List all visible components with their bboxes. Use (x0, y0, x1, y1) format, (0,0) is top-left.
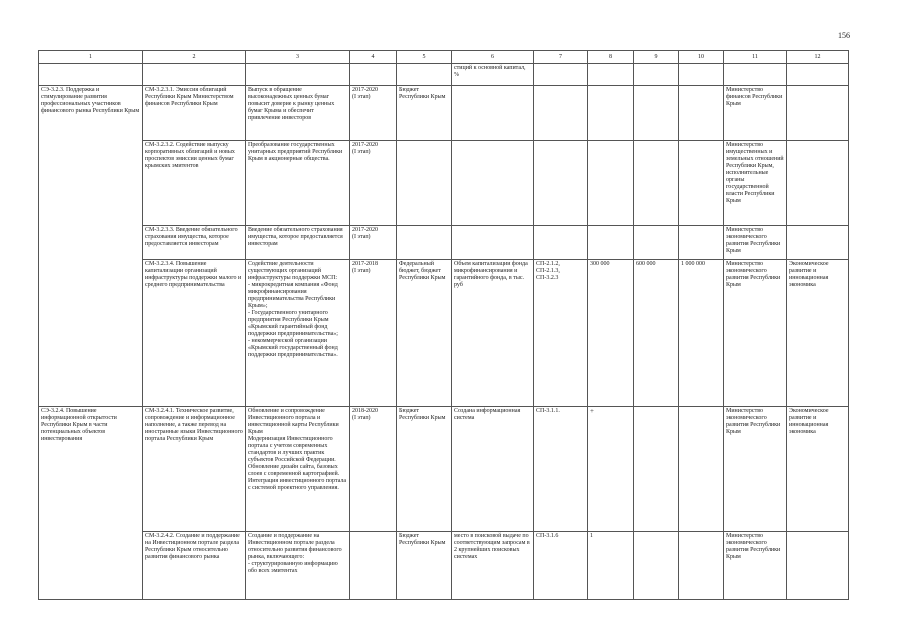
reference-cell: СП-2.1.2, СП-2.1.3, СП-3.2.3 (534, 260, 588, 407)
table-row (39, 407, 849, 532)
table-row (39, 260, 849, 407)
indicator-cell (452, 86, 534, 141)
table-cell (679, 64, 724, 86)
reference-cell (534, 226, 588, 260)
funding-cell: Бюджет Республики Крым (397, 86, 452, 141)
reference-cell (534, 141, 588, 226)
column-number: 1 (39, 51, 143, 64)
value-cell (634, 532, 679, 600)
column-number: 10 (679, 51, 724, 64)
page-number: 156 (838, 31, 850, 40)
indicator-cell: Объем капитализации фонда микрофинансирования и гарантийного фонда, в тыс. руб (452, 260, 534, 407)
responsible-cell: Министерство экономического развития Республики Крым (724, 532, 787, 600)
column-number: 3 (246, 51, 350, 64)
value-cell: 1 (588, 532, 634, 600)
indicator-cell: место в поисковой выдаче по соответствующим запросам в 2 крупнейших поисковых системах (452, 532, 534, 600)
reference-cell (534, 86, 588, 141)
measure-cell: СМ-3.2.4.2. Создание и поддержание на Инвестиционном портале раздела Республики Крым относительно развития финансового рынка (143, 532, 246, 600)
funding-cell (397, 141, 452, 226)
table-cell (588, 64, 634, 86)
description-cell: Введение обязательного страхования имущества, которое предоставляется инвесторам (246, 226, 350, 260)
program-cell (787, 226, 849, 260)
strategic-goal-cell: СЭ-3.2.3. Поддержка и стимулирование развития профессиональных участников финансового рынка Республики Крым (39, 86, 143, 407)
table-row (39, 226, 849, 260)
responsible-cell: Министерство экономического развития Республики Крым (724, 260, 787, 407)
responsible-cell: Министерство экономического развития Республики Крым (724, 226, 787, 260)
program-cell: Экономическое развитие и инновационная экономика (787, 260, 849, 407)
table-row (39, 86, 849, 141)
table-row (39, 141, 849, 226)
table-cell (634, 64, 679, 86)
description-cell: Содействие деятельности существующих организаций инфраструктуры поддержки МСП: - микрокредитная компания «Фонд микрофинансирования предпринимательства Республики Крым»; - Государственного унитарного предприятия Республики Крым «Крымский гарантийный фонд поддержки предпринимательства»; - некоммерческой организации «Крымский государственный фонд поддержки предпринимательства». (246, 260, 350, 407)
value-cell (588, 226, 634, 260)
indicator-cell: Создана информационная система (452, 407, 534, 532)
period-cell: 2017-2020 (I этап) (350, 226, 397, 260)
value-cell (588, 141, 634, 226)
responsible-cell: Министерство имущественных и земельных отношений Республики Крым, исполнительные органы государственной власти Республики Крым (724, 141, 787, 226)
reference-cell: СП-3.1.1. (534, 407, 588, 532)
value-cell (679, 86, 724, 141)
responsible-cell: Министерство экономического развития Республики Крым (724, 407, 787, 532)
measure-cell: СМ-3.2.3.1. Эмиссия облигаций Республики Крым Министерством финансов Республики Крым (143, 86, 246, 141)
description-cell: Преобразование государственных унитарных предприятий Республики Крым в акционерные общества. (246, 141, 350, 226)
program-cell (787, 86, 849, 141)
table-cell (143, 64, 246, 86)
program-cell: Экономическое развитие и инновационная экономика (787, 407, 849, 532)
reference-cell: СП-3.1.6 (534, 532, 588, 600)
column-number: 4 (350, 51, 397, 64)
responsible-cell: Министерство финансов Республики Крым (724, 86, 787, 141)
column-number: 6 (452, 51, 534, 64)
column-number: 7 (534, 51, 588, 64)
value-cell (679, 141, 724, 226)
description-cell: Выпуск в обращение высоконадежных ценных бумаг повысит доверие к рынку ценных бумаг Крыма и обеспечит привлечение инвесторов (246, 86, 350, 141)
table-cell (397, 64, 452, 86)
table-cell (787, 64, 849, 86)
value-cell (588, 86, 634, 141)
period-cell: 2018-2020 (I этап) (350, 407, 397, 532)
continuation-row (39, 64, 849, 86)
funding-cell: Федеральный бюджет, бюджет Республики Крым (397, 260, 452, 407)
column-number-row (39, 51, 849, 64)
funding-cell: Бюджет Республики Крым (397, 407, 452, 532)
value-cell (679, 532, 724, 600)
column-number: 9 (634, 51, 679, 64)
measure-cell: СМ-3.2.4.1. Техническое развитие, сопровождение и информационное наполнение, а также перевод на иностранные языки Инвестиционного портала Республики Крым (143, 407, 246, 532)
period-cell: 2017-2020 (I этап) (350, 86, 397, 141)
strategy-measures-table (38, 50, 849, 600)
value-cell (679, 407, 724, 532)
table-row (39, 532, 849, 600)
measure-cell: СМ-3.2.3.3. Введение обязательного страхования имущества, которое предоставляется инвесторам (143, 226, 246, 260)
table-cell (350, 64, 397, 86)
column-number: 11 (724, 51, 787, 64)
strategic-goal-cell: СЭ-3.2.4. Повышение информационной открытости Республики Крым в части потенциальных объектов инвестирования (39, 407, 143, 600)
value-cell (634, 407, 679, 532)
value-cell: 600 000 (634, 260, 679, 407)
column-number: 12 (787, 51, 849, 64)
value-cell (634, 226, 679, 260)
indicator-cell: стиций к основной капитал, % (452, 64, 534, 86)
period-cell: 2017-2018 (I этап) (350, 260, 397, 407)
value-cell: 300 000 (588, 260, 634, 407)
program-cell (787, 141, 849, 226)
table-cell (534, 64, 588, 86)
table-cell (724, 64, 787, 86)
measure-cell: СМ-3.2.3.2. Содействие выпуску корпоративных облигаций и новых проспектов эмиссии ценных бумаг крымских эмитентов (143, 141, 246, 226)
column-number: 8 (588, 51, 634, 64)
indicator-cell (452, 226, 534, 260)
description-cell: Создание и поддержание на Инвестиционном портале раздела относительно развития финансового рынка, включающего: - структурированную информацию обо всех эмитентах (246, 532, 350, 600)
description-cell: Обновление и сопровождение Инвестиционного портала и инвестиционной карты Республики Крым Модернизация Инвестиционного портала с учетом современных стандартов и лучших практик субъектов Российской Федерации. Обновление дизайн сайта, базовых слоев с современной картографией. Интеграция инвестиционного портала с системой проектного управления. (246, 407, 350, 532)
value-cell (679, 226, 724, 260)
program-cell (787, 532, 849, 600)
value-cell (634, 141, 679, 226)
value-cell (634, 86, 679, 141)
column-number: 2 (143, 51, 246, 64)
period-cell: 2017-2020 (I этап) (350, 141, 397, 226)
value-cell: 1 000 000 (679, 260, 724, 407)
measure-cell: СМ-3.2.3.4. Повышение капитализации организаций инфраструктуры поддержки малого и среднего предпринимательства (143, 260, 246, 407)
table-cell (39, 64, 143, 86)
indicator-cell (452, 141, 534, 226)
funding-cell (397, 226, 452, 260)
period-cell (350, 532, 397, 600)
table-cell (246, 64, 350, 86)
funding-cell: Бюджет Республики Крым (397, 532, 452, 600)
value-cell: + (588, 407, 634, 532)
column-number: 5 (397, 51, 452, 64)
